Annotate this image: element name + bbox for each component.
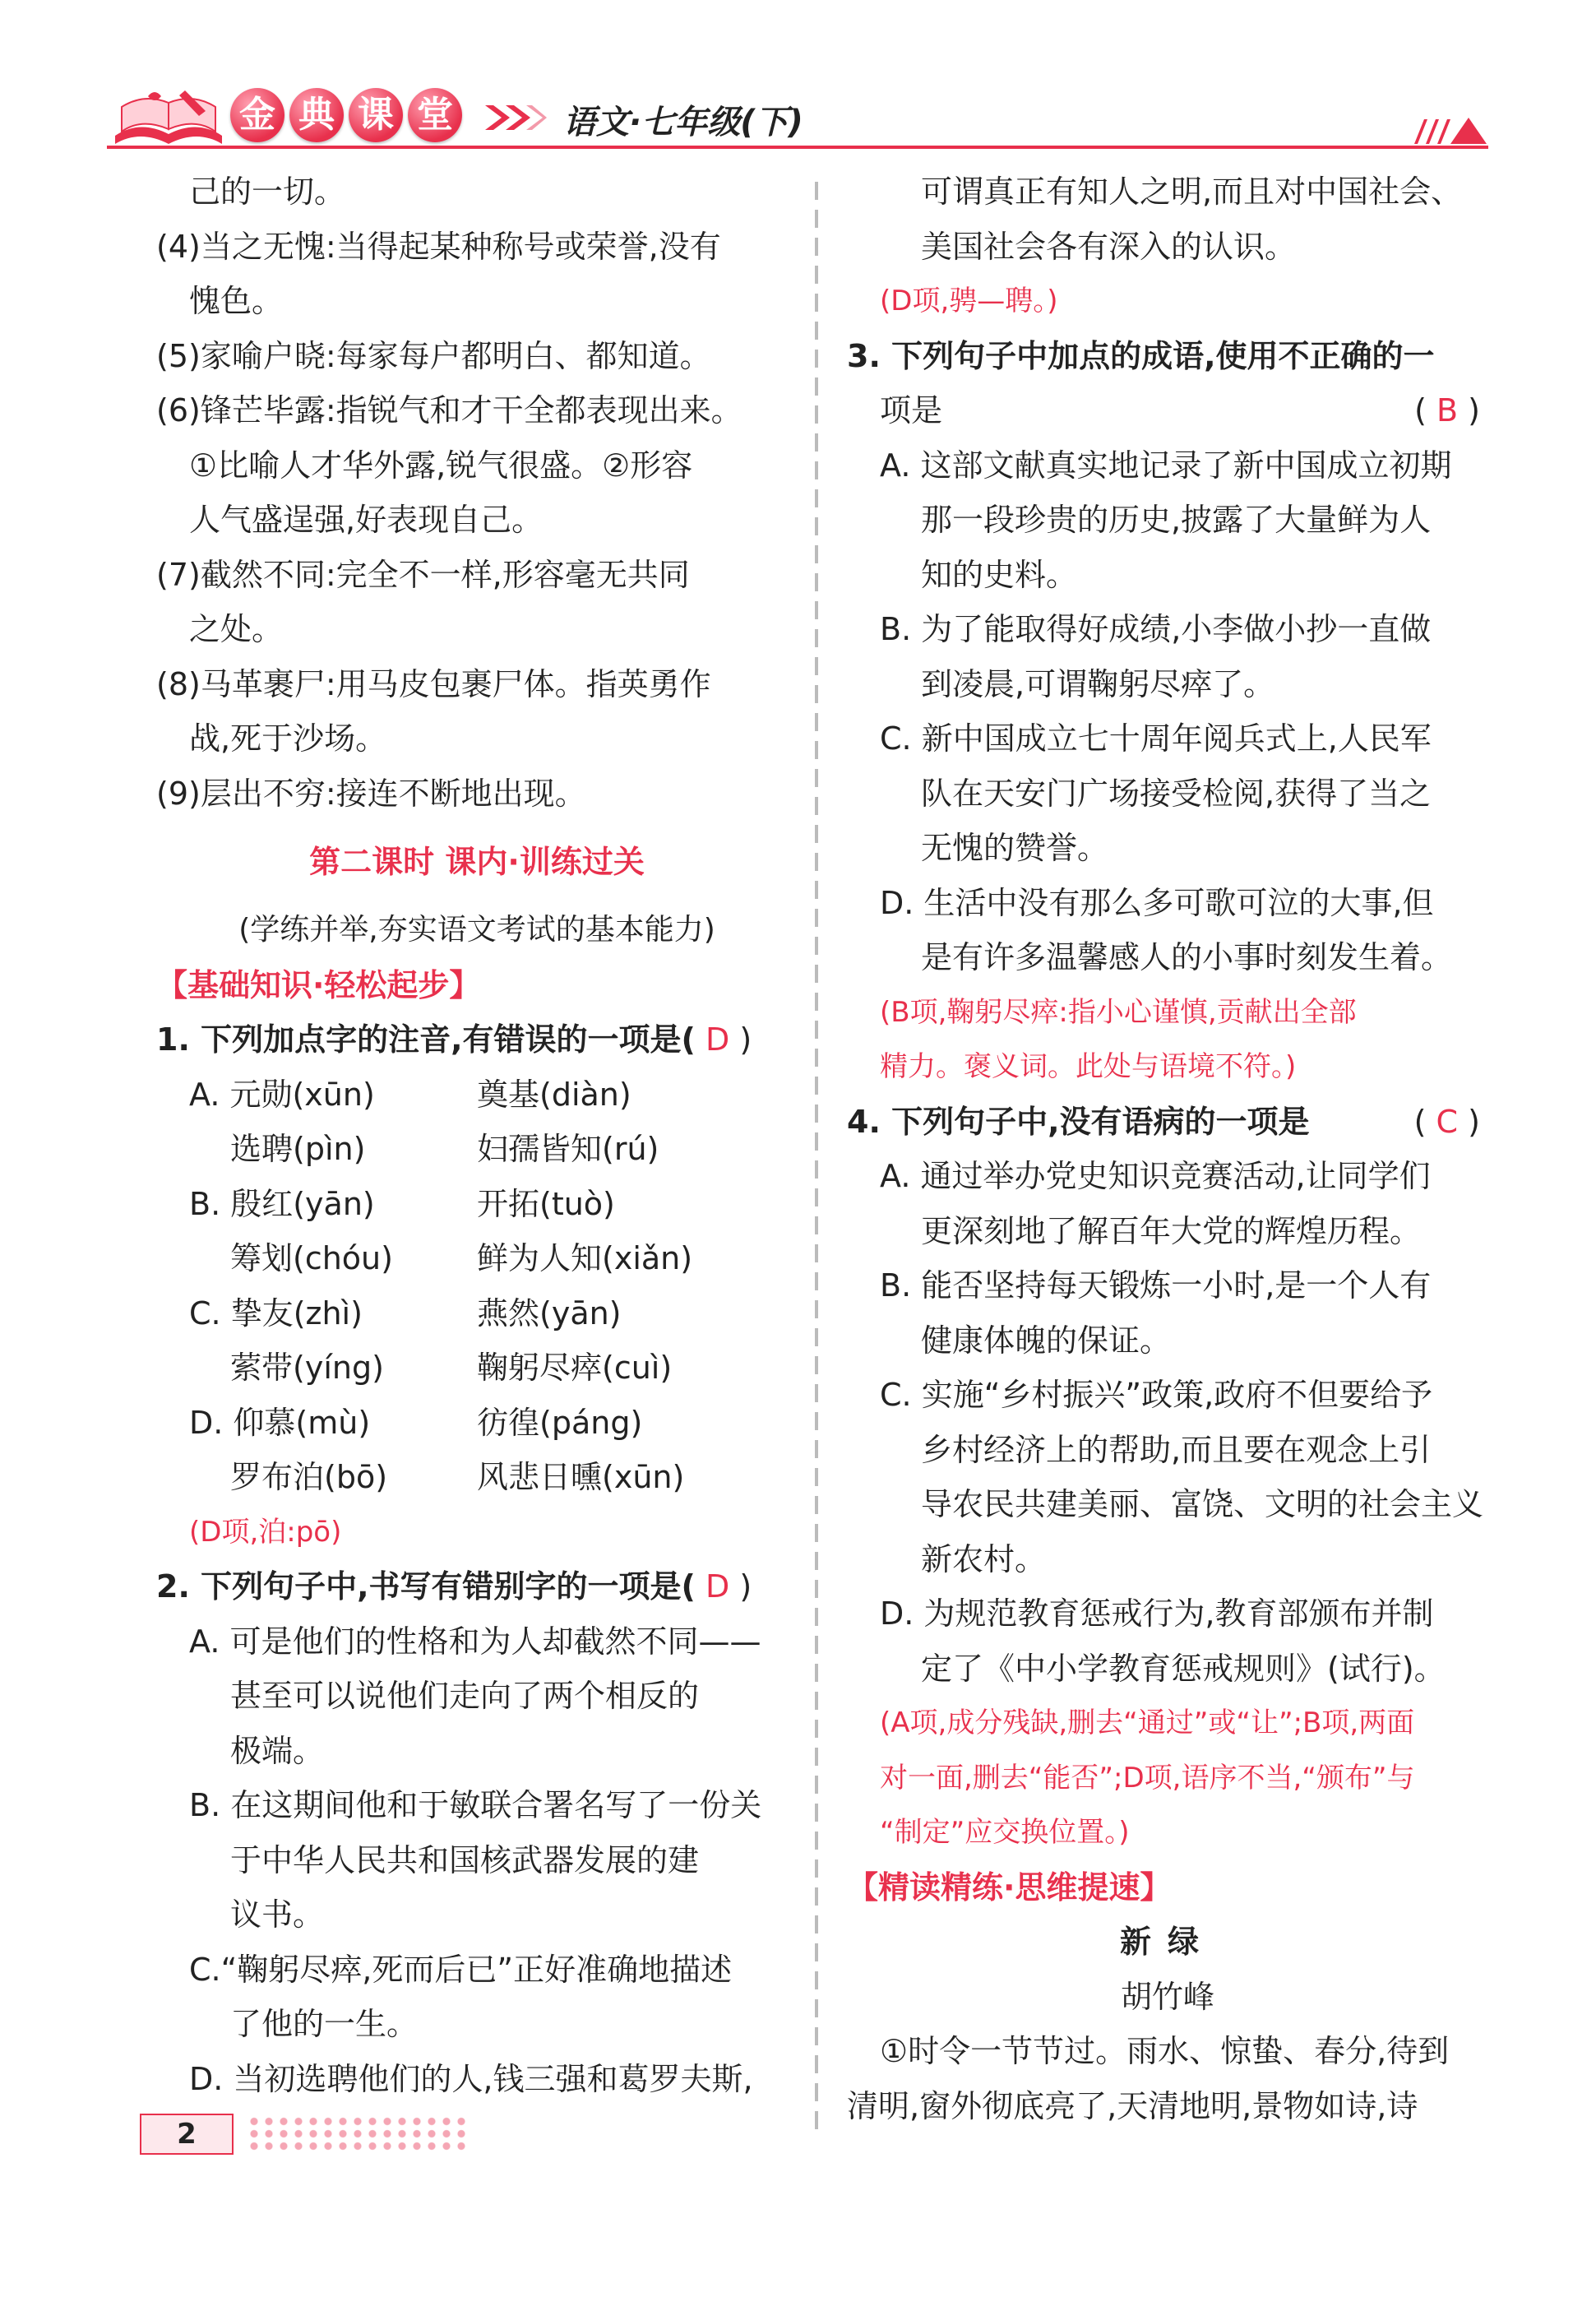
text-line: (7)截然不同:完全不一样,形容毫无共同 [156,556,690,593]
option: 萦带(yíng) [230,1350,384,1386]
text-line: (8)马革裹尸:用马皮包裹尸体。指英勇作 [156,665,711,702]
answer-note: “制定”应交换位置。) [880,1816,1130,1849]
option: 于中华人民共和国核武器发展的建 [230,1841,700,1878]
passage-title: 新绿 [1119,1924,1215,1960]
option: 风悲日曛(xūn) [477,1459,685,1495]
section-title: 第二课时 课内·训练过关 [309,844,645,880]
option: 新农村。 [921,1540,1047,1577]
question-text: 项是 [880,392,943,428]
option: D. 为规范教育惩戒行为,教育部颁布并制 [880,1595,1434,1632]
option: 奠基(diàn) [477,1076,631,1113]
option: A. 可是他们的性格和为人却截然不同—— [189,1623,761,1660]
passage-line: ①时令一节节过。雨水、惊蛰、春分,待到 [880,2033,1450,2069]
page-number: 2 [140,2114,234,2155]
option: 妇孺皆知(rú) [477,1131,659,1167]
answer-mark: D [705,1021,730,1058]
option: 无愧的赞誉。 [921,830,1109,866]
text-line: 之处。 [189,611,284,647]
option: 到凌晨,可谓鞠躬尽瘁了。 [921,665,1275,702]
book-pencil-icon [107,86,230,152]
option: 甚至可以说他们走向了两个相反的 [230,1678,700,1714]
section-tag: 【精读精练·思维提速】 [847,1869,1172,1906]
answer-bracket: ( C ) [1413,1103,1480,1140]
option: C. 新中国成立七十周年阅兵式上,人民军 [880,720,1432,757]
answer-mark: D [705,1568,730,1605]
option: 队在天安门广场接受检阅,获得了当之 [921,775,1432,812]
question-3-stem-cont [847,383,1488,438]
option: 筹划(chóu) [230,1240,393,1276]
header-rule [107,146,1488,149]
corner-triangle-icon [1414,111,1488,144]
option: 知的史料。 [921,556,1078,593]
option: 开拓(tuò) [477,1185,615,1222]
footer-dot-pattern [247,2115,469,2153]
option: 导农民共建美丽、富饶、文明的社会主义 [921,1486,1484,1522]
page-header [107,78,1488,160]
answer-note: 精力。褒义词。此处与语境不符。) [880,1050,1297,1083]
text-line: (5)家喻户晓:每家每户都明白、都知道。 [156,337,711,374]
answer-bracket: ( B ) [1414,392,1480,428]
text-line: (6)锋芒毕露:指锐气和才干全都表现出来。 [156,392,742,428]
text-line: 愧色。 [189,283,284,319]
question-text: 1. 下列加点字的注音,有错误的一项是( [156,1021,696,1058]
option: 乡村经济上的帮助,而且要在观念上引 [921,1431,1432,1468]
answer-note: (D项,骋—聘。) [880,285,1058,317]
option: 选聘(pìn) [230,1131,366,1167]
text-line: (4)当之无愧:当得起某种称号或荣誉,没有 [156,228,721,265]
brand-char: 课 [349,88,403,142]
text-line: ①比喻人才华外露,锐气很盛。②形容 [189,447,693,484]
question-1-options [156,1067,798,1505]
question-text: 4. 下列句子中,没有语病的一项是 [847,1103,1310,1140]
option: 彷徨(páng) [477,1404,643,1441]
option: 极端。 [230,1732,325,1769]
answer-note: (B项,鞠躬尽瘁:指小心谨慎,贡献出全部 [880,995,1357,1029]
option: 更深刻地了解百年大党的辉煌历程。 [921,1212,1422,1249]
left-column [156,164,798,2106]
answer-mark: B [1436,392,1459,428]
passage-line: 清明,窗外彻底亮了,天清地明,景物如诗,诗 [847,2087,1418,2124]
question-text: 3. 下列句子中加点的成语,使用不正确的一 [847,337,1435,374]
brand-char: 金 [230,88,285,142]
brand-logo [230,88,462,142]
question-3-stem [847,329,1488,384]
column-divider [810,177,823,2134]
option: C.“鞠躬尽瘁,死而后已”正好准确地描述 [189,1951,733,1988]
option: 议书。 [230,1896,325,1933]
answer-note: 对一面,删去“能否”;D项,语序不当,“颁布”与 [880,1761,1415,1795]
brand-char: 典 [289,88,344,142]
question-1-stem [156,1012,798,1067]
option: 燕然(yān) [477,1294,622,1331]
bracket: ) [739,1021,752,1058]
bracket: ) [739,1568,752,1605]
option: 可谓真正有知人之明,而且对中国社会、 [921,174,1463,210]
option: 罗布泊(bō) [230,1459,388,1495]
option: B. 能否坚持每天锻炼一小时,是一个人有 [880,1267,1432,1304]
option: 美国社会各有深入的认识。 [921,228,1297,265]
question-4-stem [847,1095,1488,1150]
option: D. 当初选聘他们的人,钱三强和葛罗夫斯, [189,2060,753,2097]
option: 了他的一生。 [230,2006,419,2042]
answer-mark: C [1436,1103,1459,1140]
option: D. 生活中没有那么多可歌可泣的大事,但 [880,884,1434,921]
option: 健康体魄的保证。 [921,1322,1172,1359]
option: C. 挚友(zhì) [189,1294,363,1331]
answer-note: (D项,泊:pō) [189,1515,342,1549]
option: B. 殷红(yān) [189,1185,375,1222]
option: A. 通过举办党史知识竞赛活动,让同学们 [880,1158,1431,1194]
text-line: 己的一切。 [189,174,346,210]
option: D. 仰慕(mù) [189,1404,371,1441]
double-chevron-icon [481,101,547,134]
option: A. 元勋(xūn) [189,1076,375,1113]
option: C. 实施“乡村振兴”政策,政府不但要给予 [880,1377,1433,1413]
option: B. 在这期间他和于敏联合署名写了一份关 [189,1787,762,1823]
question-text: 2. 下列句子中,书写有错别字的一项是( [156,1568,696,1605]
text-line: (9)层出不穷:接连不断地出现。 [156,775,586,812]
option: 定了《中小学教育惩戒规则》(试行)。 [921,1650,1446,1687]
subject-title: 语文·七年级(下) [563,104,803,141]
option: 鞠躬尽瘁(cuì) [477,1350,673,1386]
option: 那一段珍贵的历史,披露了大量鲜为人 [921,502,1432,538]
answer-note: (A项,成分残缺,删去“通过”或“让”;B项,两面 [880,1707,1415,1739]
brand-char: 堂 [408,88,462,142]
right-column [847,164,1488,2133]
question-2-stem [156,1559,798,1614]
option: B. 为了能取得好成绩,小李做小抄一直做 [880,611,1432,647]
passage-author: 胡竹峰 [1120,1978,1214,2015]
text-line: 战,死于沙场。 [189,720,387,757]
option: A. 这部文献真实地记录了新中国成立初期 [880,447,1452,484]
section-tag: 【基础知识·轻松起步】 [156,966,481,1003]
section-subtitle: (学练并举,夯实语文考试的基本能力) [238,913,715,947]
text-line: 人气盛逞强,好表现自己。 [189,502,544,538]
option: 是有许多温馨感人的小事时刻发生着。 [921,939,1453,975]
option: 鲜为人知(xiǎn) [477,1240,693,1276]
